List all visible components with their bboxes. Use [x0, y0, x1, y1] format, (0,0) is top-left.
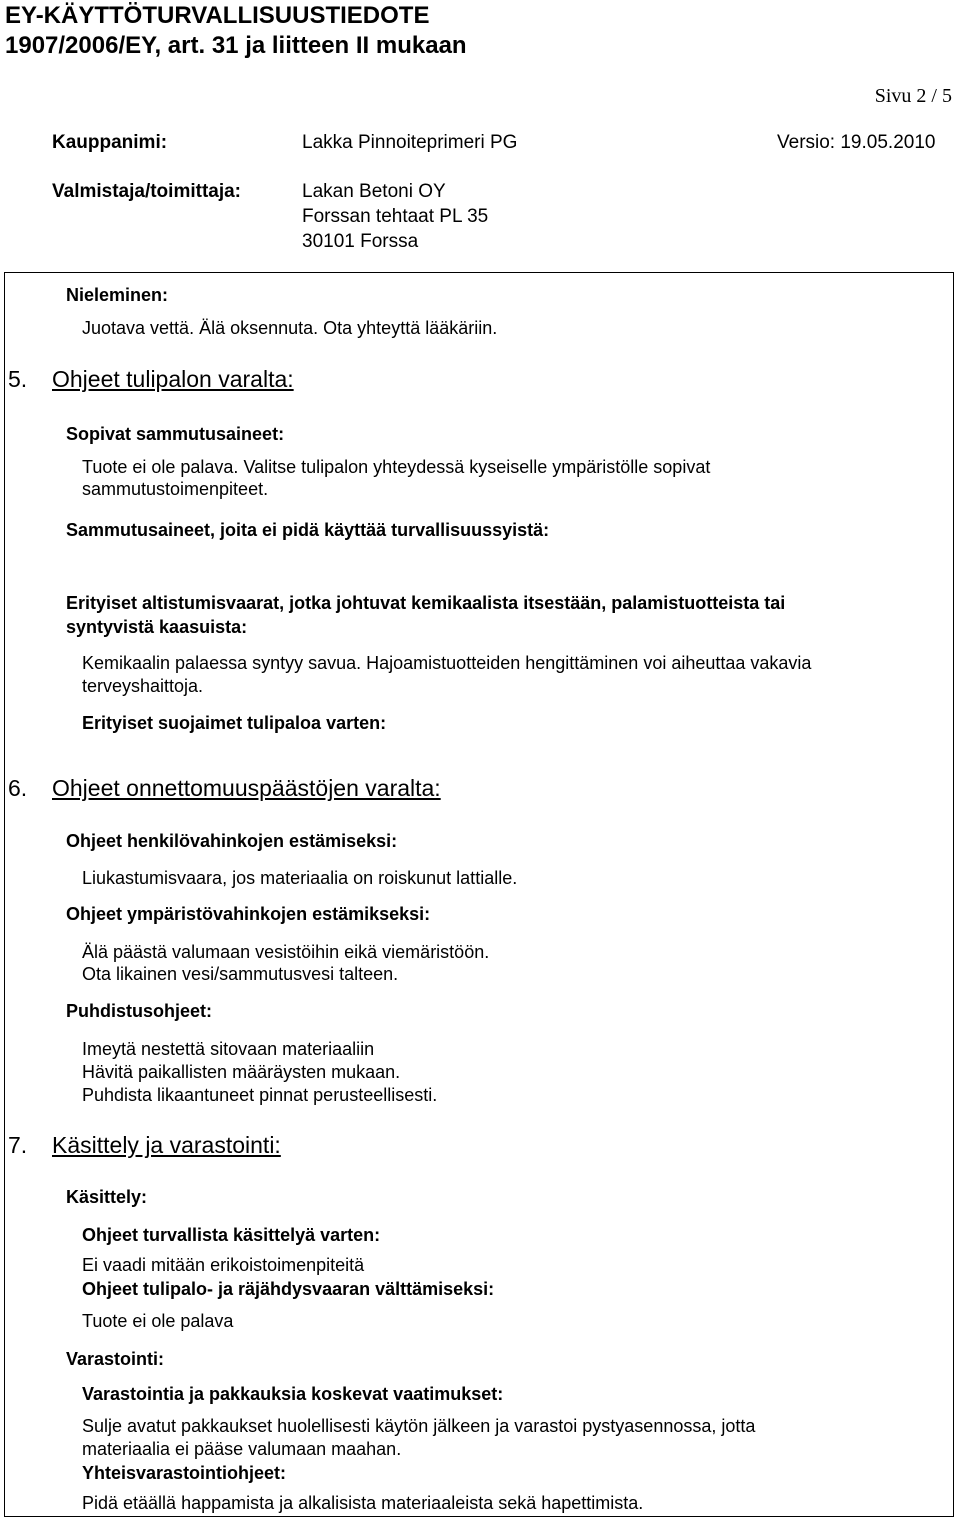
unsuitable-extinguishing-heading: Sammutusaineet, joita ei pidä käyttää turvallisuussyistä: [66, 520, 550, 540]
supplier-address: Forssan tehtaat PL 35 [302, 206, 489, 227]
section-6-heading [0, 775, 960, 805]
section-6-number: 6. [8, 775, 28, 801]
fire-prevention-heading: Ohjeet tulipalo- ja räjähdysvaaran välttämiseksi: [82, 1279, 495, 1299]
personal-precautions-text: Liukastumisvaara, jos materiaalia on roiskunut lattialle. [82, 868, 518, 888]
section-7-number: 7. [8, 1132, 28, 1158]
regulation-reference: 1907/2006/EY, art. 31 ja liitteen II mukaan [5, 32, 467, 59]
suitable-extinguishing-line2: sammutustoimenpiteet. [82, 479, 269, 499]
special-hazards-line1: Kemikaalin palaessa syntyy savua. Hajoamistuotteiden hengittäminen voi aiheuttaa vakavia [82, 653, 812, 673]
special-hazards-heading-cont: syntyvistä kaasuista: [66, 617, 248, 637]
storage-requirements-heading: Varastointia ja pakkauksia koskevat vaatimukset: [82, 1384, 504, 1404]
ingestion-text: Juotava vettä. Älä oksennuta. Ota yhteyttä lääkäriin. [82, 318, 498, 338]
storage-heading: Varastointi: [66, 1349, 165, 1369]
personal-precautions-heading: Ohjeet henkilövahinkojen estämiseksi: [66, 831, 398, 851]
suitable-extinguishing-line1: Tuote ei ole palava. Valitse tulipalon yhteydessä kyseiselle ympäristölle sopivat [82, 457, 711, 477]
trade-name: Lakka Pinnoiteprimeri PG [302, 132, 518, 153]
section-6-title: Ohjeet onnettomuuspäästöjen varalta: [52, 775, 441, 801]
special-hazards-line2: terveyshaittoja. [82, 676, 204, 696]
fire-prevention-text: Tuote ei ole palava [82, 1311, 234, 1331]
section-7-title: Käsittely ja varastointi: [52, 1132, 281, 1158]
cleanup-line2: Hävitä paikallisten määräysten mukaan. [82, 1062, 401, 1082]
cleanup-heading: Puhdistusohjeet: [66, 1001, 213, 1021]
environmental-precautions-line1: Älä päästä valumaan vesistöihin eikä viemäristöön. [82, 942, 490, 962]
joint-storage-text: Pidä etäällä happamista ja alkalisista materiaaleista sekä hapettimista. [82, 1493, 644, 1513]
cleanup-line3: Puhdista likaantuneet pinnat perusteellisesti. [82, 1085, 438, 1105]
handling-heading: Käsittely: [66, 1187, 148, 1207]
supplier-name: Lakan Betoni OY [302, 181, 446, 202]
storage-requirements-line2: materiaalia ei pääse valumaan maahan. [82, 1439, 402, 1459]
section-7-heading [0, 1132, 960, 1162]
trade-name-label: Kauppanimi: [52, 132, 168, 153]
special-hazards-heading: Erityiset altistumisvaarat, jotka johtuvat kemikaalista itsestään, palamistuotteista tai [66, 593, 786, 613]
supplier-postal: 30101 Forssa [302, 231, 419, 252]
supplier-label: Valmistaja/toimittaja: [52, 181, 242, 202]
suitable-extinguishing-heading: Sopivat sammutusaineet: [66, 424, 285, 444]
safe-handling-text: Ei vaadi mitään erikoistoimenpiteitä [82, 1255, 365, 1275]
ingestion-heading: Nieleminen: [66, 285, 169, 305]
storage-requirements-line1: Sulje avatut pakkaukset huolellisesti käytön jälkeen ja varastoi pystyasennossa, jotta [82, 1416, 756, 1436]
page-number: Sivu 2 / 5 [874, 85, 952, 107]
section-5-number: 5. [8, 366, 28, 392]
document-title: EY-KÄYTTÖTURVALLISUUSTIEDOTE [5, 2, 430, 29]
section-5-heading [0, 366, 960, 396]
protective-equipment-heading: Erityiset suojaimet tulipaloa varten: [82, 713, 387, 733]
version: Versio: 19.05.2010 [777, 132, 936, 153]
environmental-precautions-line2: Ota likainen vesi/sammutusvesi talteen. [82, 964, 399, 984]
joint-storage-heading: Yhteisvarastointiohjeet: [82, 1463, 287, 1483]
section-5-title: Ohjeet tulipalon varalta: [52, 366, 294, 392]
cleanup-line1: Imeytä nestettä sitovaan materiaaliin [82, 1039, 375, 1059]
environmental-precautions-heading: Ohjeet ympäristövahinkojen estämikseksi: [66, 904, 431, 924]
safe-handling-heading: Ohjeet turvallista käsittelyä varten: [82, 1225, 381, 1245]
